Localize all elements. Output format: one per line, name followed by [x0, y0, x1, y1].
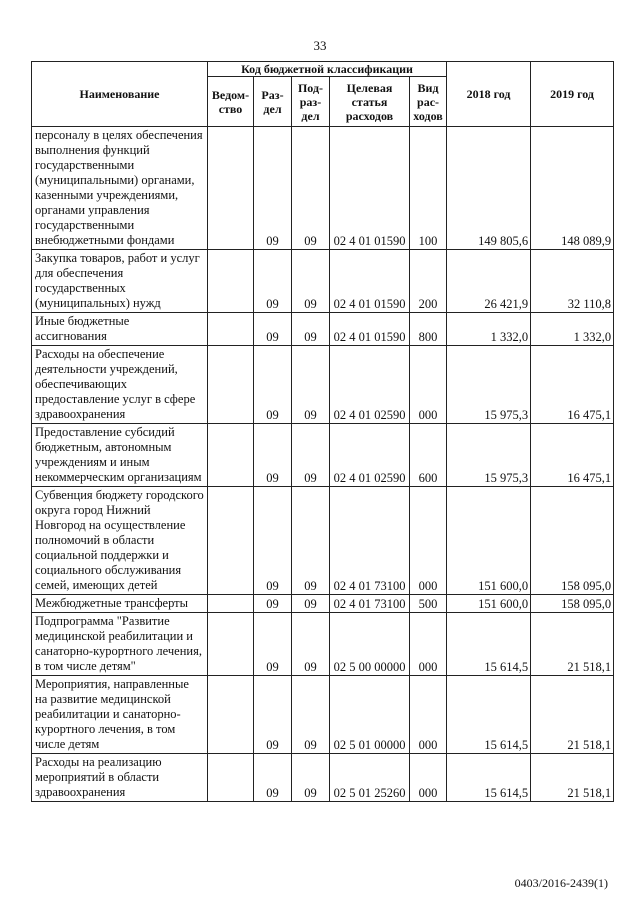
row-value-2019: 21 518,1 [531, 676, 614, 754]
table-row [32, 424, 614, 487]
document-code: 0403/2016-2439(1) [514, 876, 608, 890]
row-target-article: 02 5 01 25260 [330, 754, 410, 802]
row-vedomstvo [208, 676, 254, 754]
row-value-2018: 149 805,6 [447, 127, 531, 250]
row-expense-type: 800 [410, 313, 447, 346]
table-row [32, 754, 614, 802]
header-razdel: Раз-дел [254, 77, 292, 127]
row-vedomstvo [208, 127, 254, 250]
row-vedomstvo [208, 313, 254, 346]
row-vedomstvo [208, 250, 254, 313]
row-razdel: 09 [254, 487, 292, 595]
row-razdel: 09 [254, 613, 292, 676]
row-expense-type: 000 [410, 754, 447, 802]
row-value-2019: 158 095,0 [531, 487, 614, 595]
row-vedomstvo [208, 754, 254, 802]
row-value-2019: 148 089,9 [531, 127, 614, 250]
budget-table [31, 61, 614, 802]
row-value-2018: 15 614,5 [447, 613, 531, 676]
row-podrazdel: 09 [292, 313, 330, 346]
table-row [32, 676, 614, 754]
row-value-2018: 151 600,0 [447, 487, 531, 595]
page-number: 33 [313, 38, 327, 53]
row-name: Мероприятия, направленные на развитие медицинской реабилитации и санаторно-курортного лечения, в том числе детям [32, 676, 208, 754]
row-expense-type: 200 [410, 250, 447, 313]
header-2019: 2019 год [531, 62, 614, 127]
row-target-article: 02 5 01 00000 [330, 676, 410, 754]
row-value-2019: 16 475,1 [531, 424, 614, 487]
row-target-article: 02 4 01 02590 [330, 424, 410, 487]
row-name: Подпрограмма "Развитие медицинской реабилитации и санаторно-курортного лечения, в том числе детям" [32, 613, 208, 676]
row-target-article: 02 4 01 01590 [330, 313, 410, 346]
row-name: Межбюджетные трансферты [32, 595, 208, 613]
row-target-article: 02 4 01 01590 [330, 127, 410, 250]
row-expense-type: 100 [410, 127, 447, 250]
row-podrazdel: 09 [292, 487, 330, 595]
table-row [32, 613, 614, 676]
row-podrazdel: 09 [292, 754, 330, 802]
row-value-2018: 151 600,0 [447, 595, 531, 613]
row-value-2018: 15 614,5 [447, 676, 531, 754]
header-target-article: Целевая статья расходов [330, 77, 410, 127]
row-target-article: 02 4 01 01590 [330, 250, 410, 313]
row-target-article: 02 5 00 00000 [330, 613, 410, 676]
row-razdel: 09 [254, 250, 292, 313]
row-podrazdel: 09 [292, 346, 330, 424]
table-row [32, 127, 614, 250]
table-row [32, 595, 614, 613]
row-razdel: 09 [254, 346, 292, 424]
row-vedomstvo [208, 613, 254, 676]
row-value-2019: 158 095,0 [531, 595, 614, 613]
row-podrazdel: 09 [292, 250, 330, 313]
row-value-2018: 26 421,9 [447, 250, 531, 313]
row-razdel: 09 [254, 313, 292, 346]
row-name: Субвенция бюджету городского округа город Нижний Новгород на осуществление полномочий в области социальной поддержки и социального обслуживания семей, имеющих детей [32, 487, 208, 595]
header-budget-code-group: Код бюджетной классификации [208, 62, 447, 77]
row-vedomstvo [208, 346, 254, 424]
row-value-2018: 1 332,0 [447, 313, 531, 346]
row-value-2018: 15 975,3 [447, 424, 531, 487]
header-name: Наименование [32, 62, 208, 127]
row-vedomstvo [208, 424, 254, 487]
row-razdel: 09 [254, 595, 292, 613]
header-2018: 2018 год [447, 62, 531, 127]
row-value-2018: 15 975,3 [447, 346, 531, 424]
row-name: персоналу в целях обеспечения выполнения функций государственными (муниципальными) органами, казенными учреждениями, органами управления государственными внебюджетными фондами [32, 127, 208, 250]
row-podrazdel: 09 [292, 424, 330, 487]
header-vedomstvo: Ведом-ство [208, 77, 254, 127]
row-name: Закупка товаров, работ и услуг для обеспечения государственных (муниципальных) нужд [32, 250, 208, 313]
row-podrazdel: 09 [292, 595, 330, 613]
table-row [32, 313, 614, 346]
row-target-article: 02 4 01 02590 [330, 346, 410, 424]
row-target-article: 02 4 01 73100 [330, 595, 410, 613]
row-expense-type: 500 [410, 595, 447, 613]
row-name: Расходы на обеспечение деятельности учреждений, обеспечивающих предоставление услуг в сфере здравоохранения [32, 346, 208, 424]
row-vedomstvo [208, 487, 254, 595]
row-expense-type: 000 [410, 613, 447, 676]
row-razdel: 09 [254, 754, 292, 802]
row-vedomstvo [208, 595, 254, 613]
table-row [32, 250, 614, 313]
row-podrazdel: 09 [292, 676, 330, 754]
row-expense-type: 000 [410, 346, 447, 424]
row-target-article: 02 4 01 73100 [330, 487, 410, 595]
row-expense-type: 600 [410, 424, 447, 487]
row-value-2019: 1 332,0 [531, 313, 614, 346]
row-value-2019: 32 110,8 [531, 250, 614, 313]
header-expense-type: Вид рас-ходов [410, 77, 447, 127]
header-podrazdel: Под-раз-дел [292, 77, 330, 127]
row-value-2018: 15 614,5 [447, 754, 531, 802]
row-value-2019: 16 475,1 [531, 346, 614, 424]
row-name: Расходы на реализацию мероприятий в области здравоохранения [32, 754, 208, 802]
row-razdel: 09 [254, 424, 292, 487]
row-razdel: 09 [254, 127, 292, 250]
table-row [32, 487, 614, 595]
row-value-2019: 21 518,1 [531, 754, 614, 802]
row-name: Предоставление субсидий бюджетным, автономным учреждениям и иным некоммерческим организациям [32, 424, 208, 487]
row-value-2019: 21 518,1 [531, 613, 614, 676]
row-expense-type: 000 [410, 487, 447, 595]
row-razdel: 09 [254, 676, 292, 754]
table-row [32, 346, 614, 424]
row-name: Иные бюджетные ассигнования [32, 313, 208, 346]
row-podrazdel: 09 [292, 613, 330, 676]
row-podrazdel: 09 [292, 127, 330, 250]
row-expense-type: 000 [410, 676, 447, 754]
